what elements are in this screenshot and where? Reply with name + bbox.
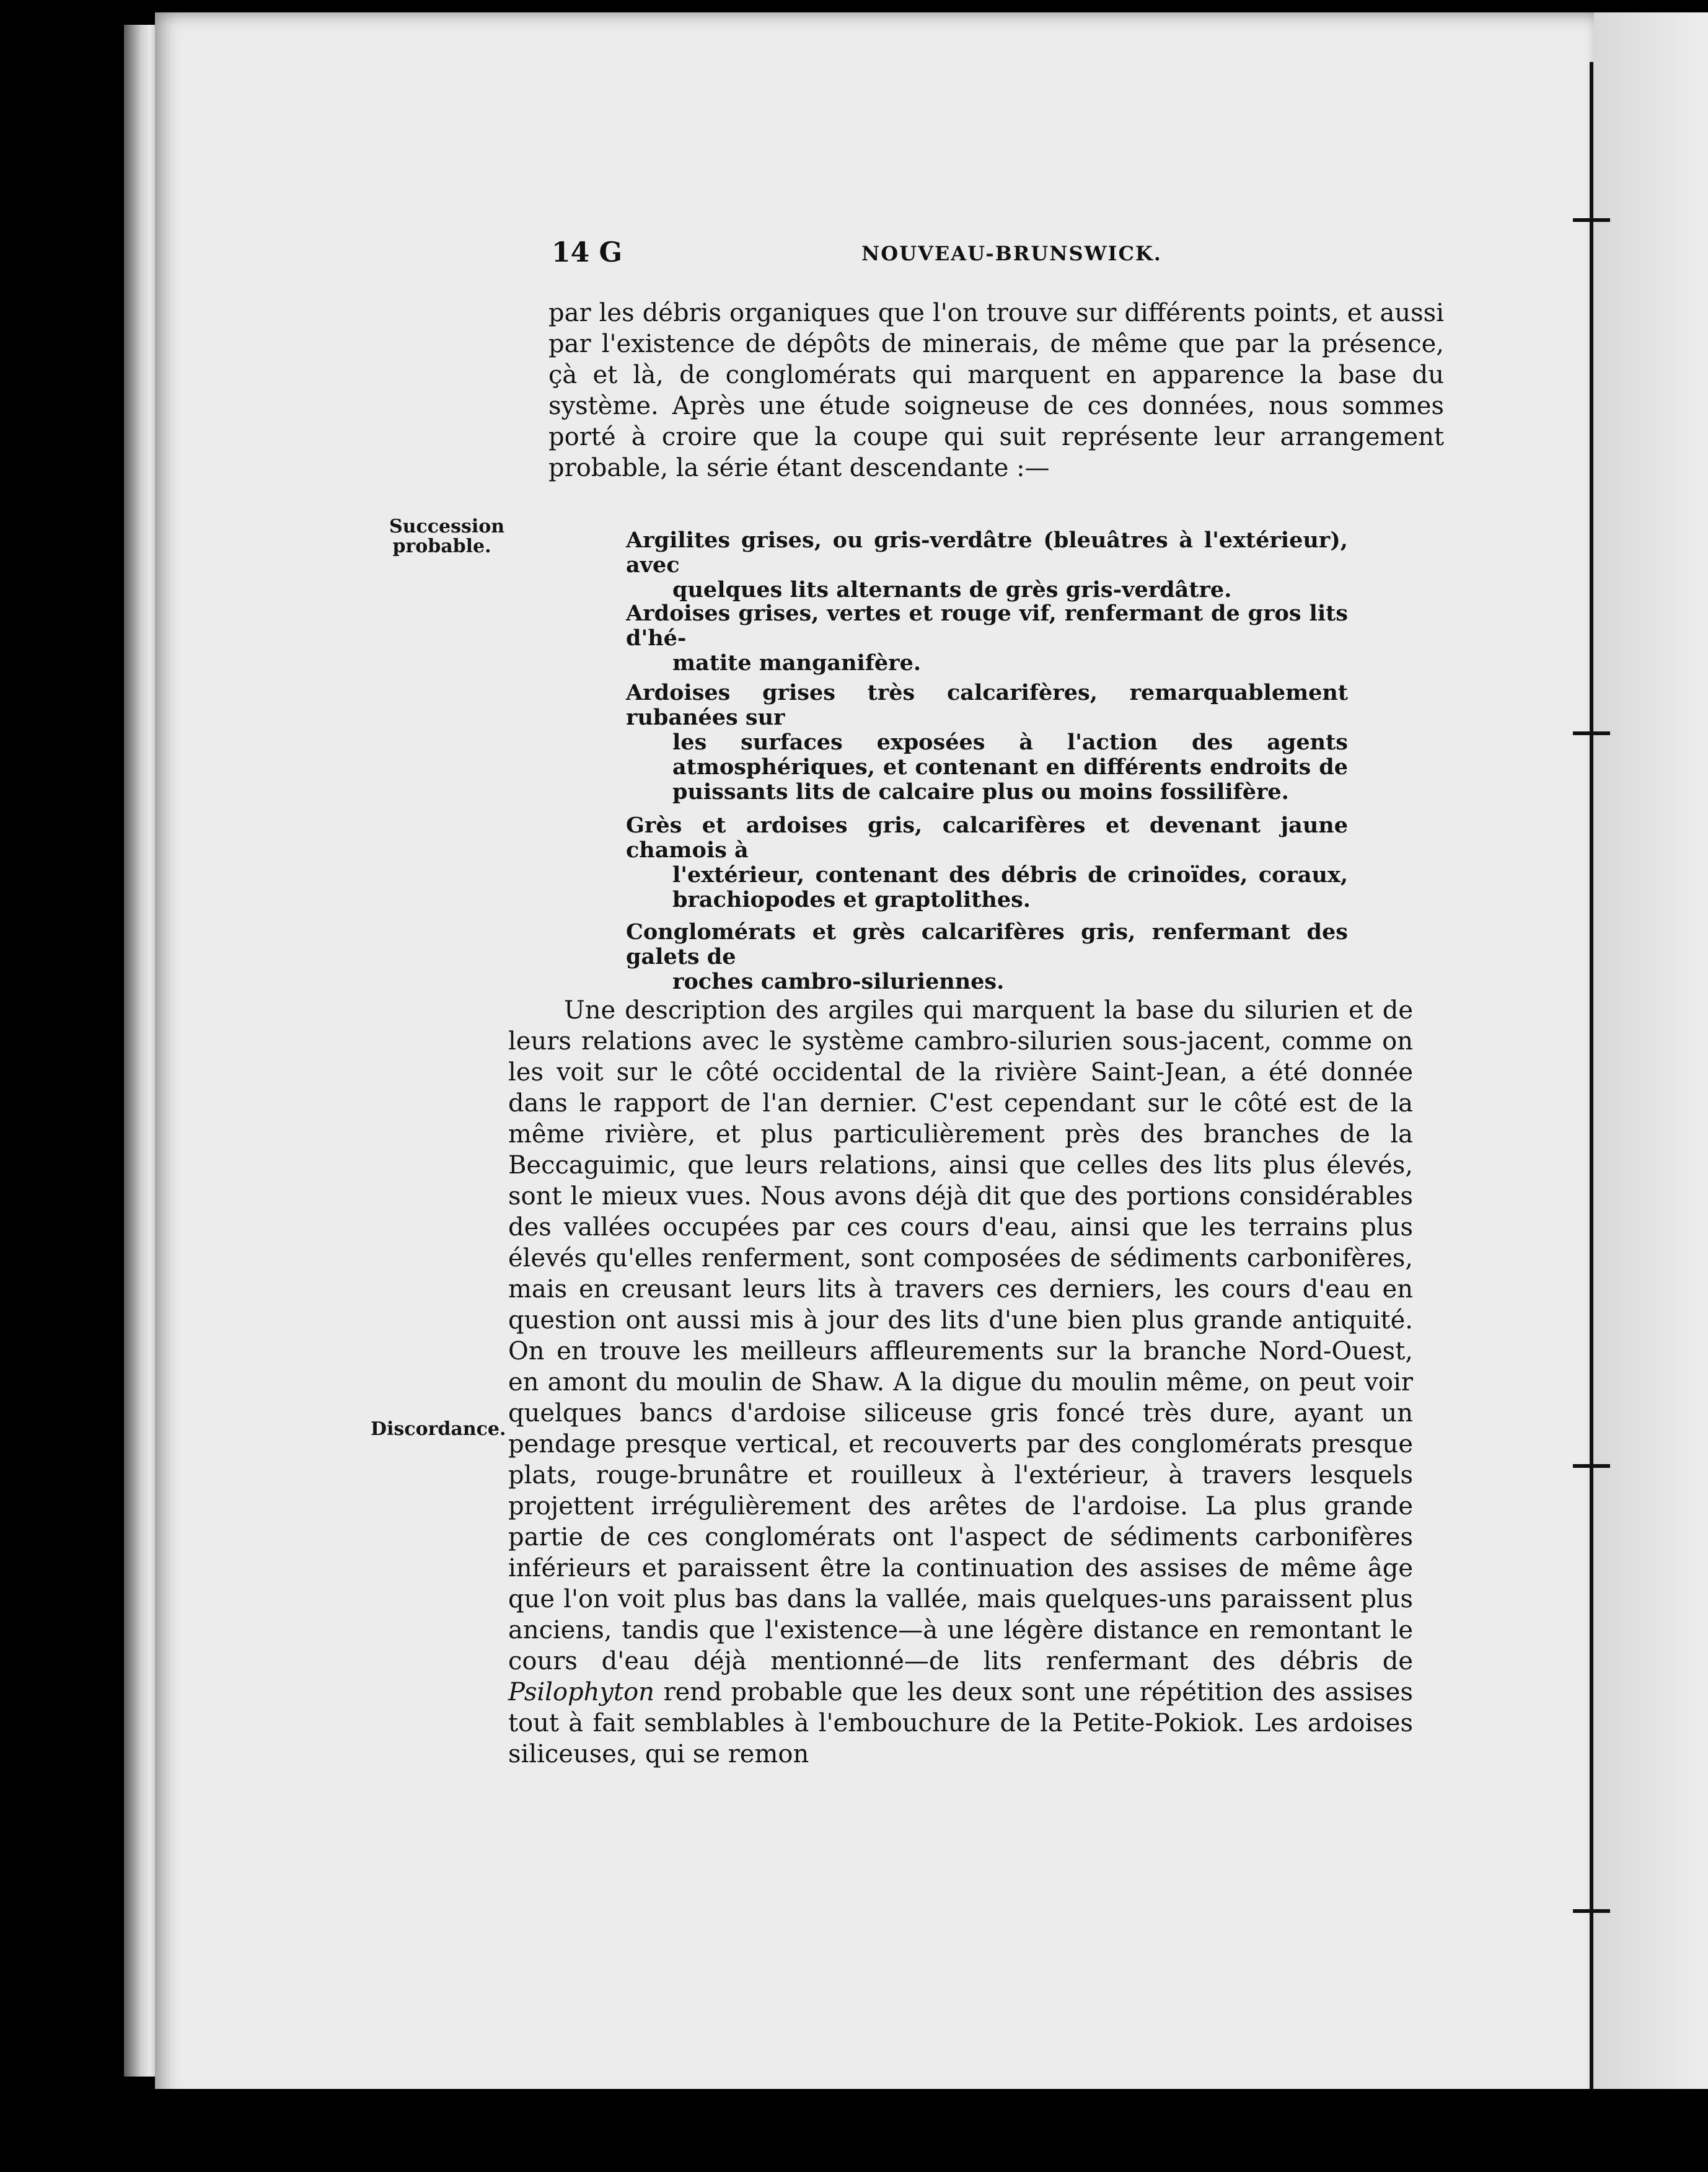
running-title: NOUVEAU-BRUNSWICK.	[861, 242, 1162, 265]
body-text-part2: rend probable que les deux sont une répétition des assises tout à fait semblables à l'embouchure de la Petite-Pokiok. Les ardoises siliceuses, qui se remon	[508, 1678, 1413, 1768]
list-item-first-line: Ardoises grises très calcarifères, remarquablement rubanées sur	[626, 680, 1348, 730]
body-paragraph	[508, 995, 1413, 1770]
list-item-continuation: matite manganifère.	[672, 650, 922, 676]
list-item-continuation: roches cambro-siluriennes.	[672, 969, 1005, 994]
facing-page-edge	[1594, 12, 1708, 2157]
page-header	[552, 237, 1438, 274]
margin-note-discordance: Discordance.	[371, 1418, 506, 1440]
gutter-mark	[1573, 1909, 1610, 1913]
list-item-first-line: Grès et ardoises gris, calcarifères et devenant jaune chamois à	[626, 813, 1348, 863]
body-text-italic: Psilophyton	[508, 1678, 654, 1706]
scan-border	[124, 2089, 1708, 2172]
list-item-continuation: l'extérieur, contenant des débris de crinoïdes, coraux, brachiopodes et graptolithes.	[672, 862, 1348, 912]
list-item	[626, 920, 1348, 994]
list-item	[626, 528, 1348, 603]
page-number: 14 G	[552, 237, 623, 268]
gutter-mark	[1573, 218, 1610, 222]
list-item-continuation: quelques lits alternants de grès gris-verdâtre.	[672, 577, 1232, 603]
list-item-continuation: les surfaces exposées à l'action des agents atmosphériques, et contenant en différents endroits de puissants lits de calcaire plus ou moins fossilifère.	[672, 730, 1348, 805]
list-item	[626, 681, 1348, 805]
body-text-part1: Une description des argiles qui marquent la base du silurien et de leurs relations avec le système cambro-silurien sous-jacent, comme on les voit sur le côté occidental de la rivière Saint-Jean, a été donnée dans le rapport de l'an dernier. C'est cependant sur le côté est de la même rivière, et plus particulièrement près des branches de la Beccaguimic, que leurs relations, ainsi que celles des lits plus élevés, sont le mieux vues. Nous avons déjà dit que des portions considérables des vallées occupées par ces cours d'eau, ainsi que les terrains plus élevés qu'elles renferment, sont composées de sédiments carbonifères, mais en creusant leurs lits à travers ces derniers, les cours d'eau en question ont aussi mis à jour des lits d'une bien plus grande antiquité. On en trouve les meilleurs affleurements sur la branche Nord-Ouest, en amont du moulin de Shaw. A la digue du moulin même, on peut voir quelques bancs d'ardoise siliceuse gris foncé très dure, ayant un pendage presque vertical, et recouverts par des conglomérats presque plats, rouge-brunâtre et rouilleux à l'extérieur, à travers lesquels projettent irrégulièrement des arêtes de l'ardoise. La plus grande partie de ces conglomérats ont l'aspect de sédiments carbonifères inférieurs et paraissent être la continuation des assises de même âge que l'on voit plus bas dans la vallée, mais quelques-uns paraissent plus anciens, tandis que l'existence—à une légère distance en remontant le cours d'eau déjà mentionné—de lits renfermant des débris de	[508, 996, 1413, 1675]
list-item-first-line: Argilites grises, ou gris-verdâtre (bleuâtres à l'extérieur), avec	[626, 528, 1348, 578]
list-item	[626, 601, 1348, 676]
list-item-first-line: Ardoises grises, vertes et rouge vif, renfermant de gros lits d'hé-	[626, 601, 1348, 651]
gutter-mark	[1573, 1464, 1610, 1468]
intro-paragraph: par les débris organiques que l'on trouve sur différents points, et aussi par l'existence de dépôts de minerais, de même que par la présence, çà et là, de conglomérats qui marquent en apparence la base du système. Après une étude soigneuse de ces données, nous sommes porté à croire que la coupe qui suit représente leur arrangement probable, la série étant descendante :—	[548, 299, 1444, 482]
margin-note-succession: Succession probable.	[389, 516, 505, 557]
gutter-mark	[1573, 731, 1610, 735]
list-item-first-line: Conglomérats et grès calcarifères gris, renfermant des galets de	[626, 919, 1348, 969]
list-item	[626, 813, 1348, 912]
gutter-line	[1590, 62, 1593, 2132]
